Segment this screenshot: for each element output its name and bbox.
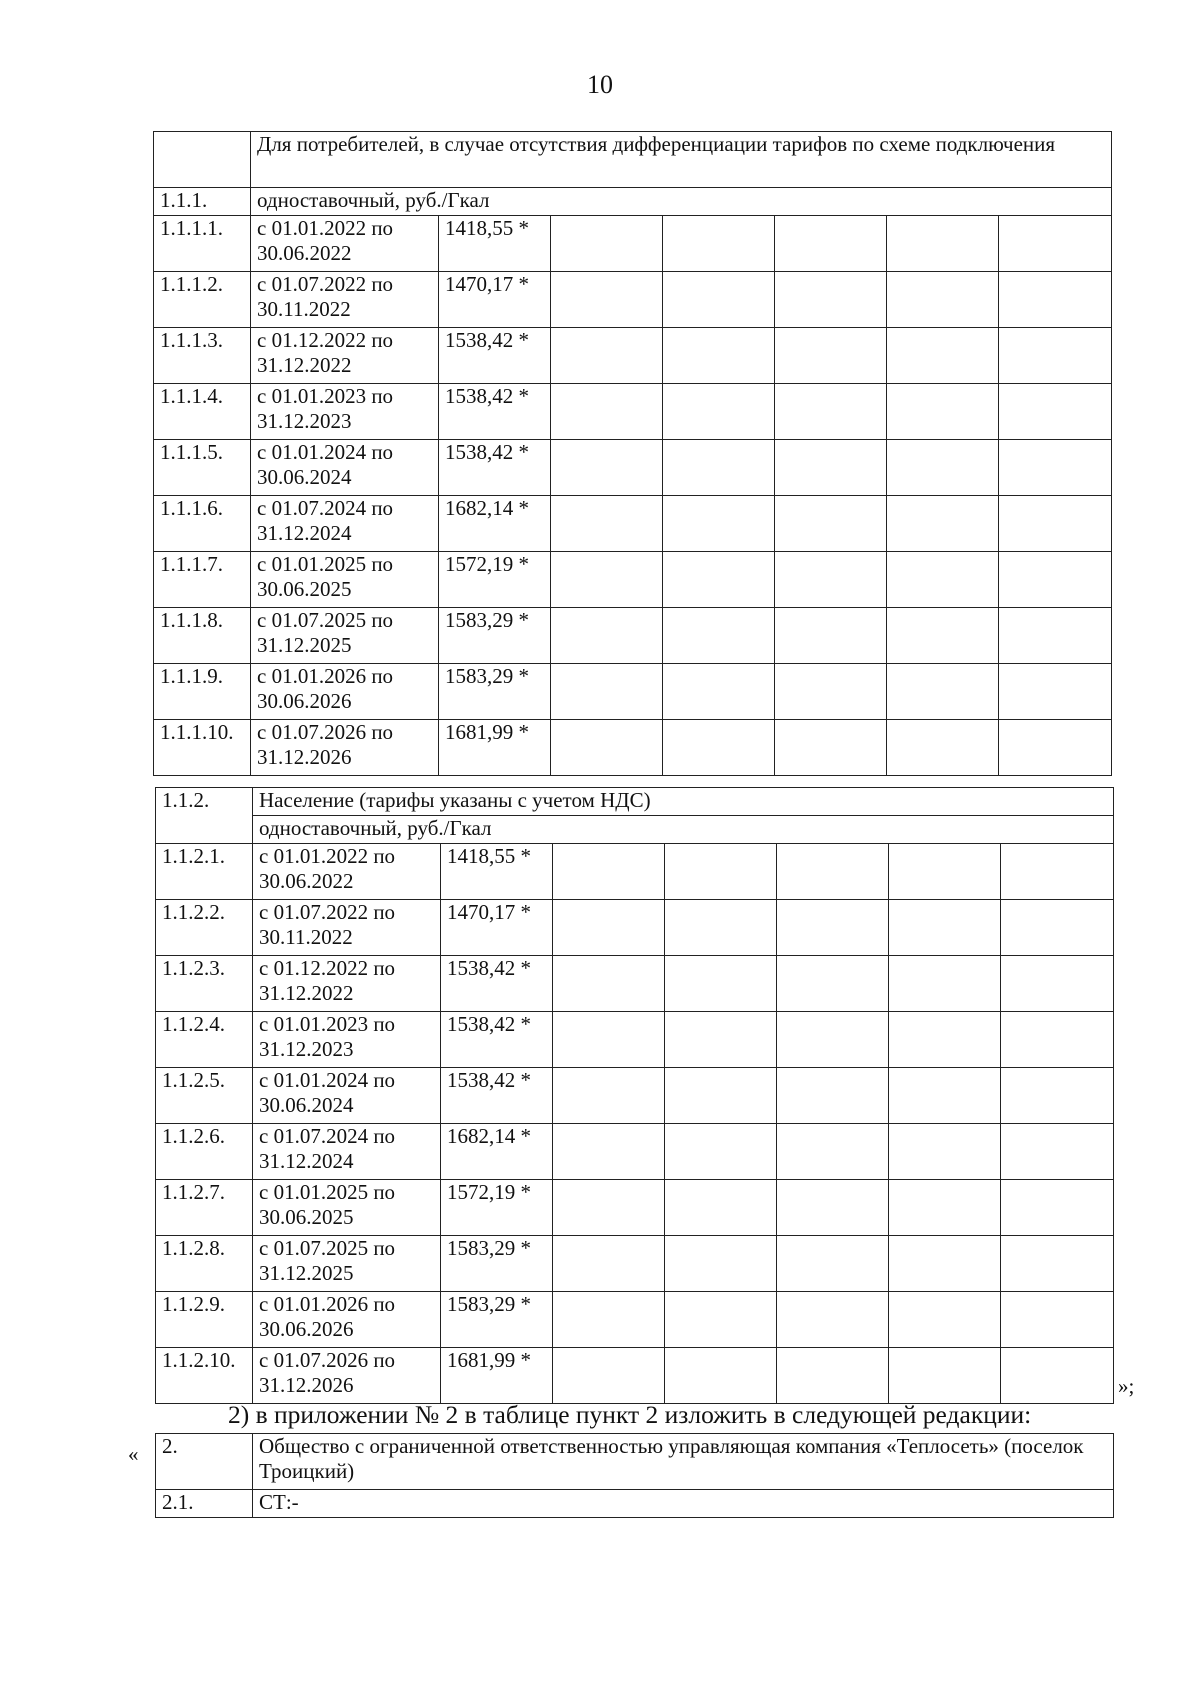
system-label: СТ:- (253, 1490, 1114, 1518)
empty-cell (777, 1292, 889, 1348)
row-number: 1.1.1.9. (154, 664, 251, 720)
empty-cell (999, 608, 1112, 664)
period-cell (251, 496, 439, 552)
tariff-value: 1583,29 * (441, 1236, 553, 1292)
period-to: 30.06.2022 (259, 868, 354, 893)
row-number: 1.1.2.5. (156, 1068, 253, 1124)
row-number: 1.1.1.8. (154, 608, 251, 664)
period-cell (253, 1012, 441, 1068)
closing-quote: »; (1118, 1374, 1135, 1398)
empty-cell (889, 1292, 1001, 1348)
row-number: 1.1.2.1. (156, 844, 253, 900)
table-row (156, 1236, 1114, 1292)
empty-cell (889, 1180, 1001, 1236)
table-row (154, 328, 1112, 384)
period-from: с 01.07.2022 по (259, 900, 396, 924)
period-from: с 01.01.2023 по (259, 1012, 396, 1036)
empty-cell (889, 844, 1001, 900)
empty-cell (775, 384, 887, 440)
empty-cell (1001, 1180, 1114, 1236)
table-row (154, 272, 1112, 328)
empty-cell (665, 1068, 777, 1124)
period-cell (253, 956, 441, 1012)
empty-cell (551, 552, 663, 608)
period-cell (253, 1236, 441, 1292)
tariff-value: 1418,55 * (441, 844, 553, 900)
empty-cell (1001, 1012, 1114, 1068)
empty-cell (551, 440, 663, 496)
tariff-value: 1470,17 * (439, 272, 551, 328)
period-from: с 01.01.2023 по (257, 384, 394, 408)
empty-cell (553, 956, 665, 1012)
empty-cell (154, 132, 251, 188)
empty-cell (775, 664, 887, 720)
empty-cell (663, 328, 775, 384)
empty-cell (999, 496, 1112, 552)
empty-cell (999, 440, 1112, 496)
period-to: 31.12.2026 (257, 744, 352, 769)
empty-cell (551, 608, 663, 664)
empty-cell (999, 720, 1112, 776)
period-cell (251, 440, 439, 496)
row-number: 1.1.2.9. (156, 1292, 253, 1348)
period-cell (251, 216, 439, 272)
empty-cell (777, 1236, 889, 1292)
period-from: с 01.07.2024 по (257, 496, 394, 520)
empty-cell (777, 844, 889, 900)
empty-cell (777, 956, 889, 1012)
tariff-value: 1418,55 * (439, 216, 551, 272)
tariff-value: 1682,14 * (441, 1124, 553, 1180)
period-to: 30.11.2022 (259, 924, 353, 949)
sub-label: одноставочный, руб./Гкал (253, 816, 1114, 844)
empty-cell (889, 1124, 1001, 1180)
instruction-text: 2) в приложении № 2 в таблице пункт 2 изложить в следующей редакции: (228, 1400, 1032, 1429)
empty-cell (665, 844, 777, 900)
period-to: 30.06.2025 (257, 576, 352, 601)
empty-cell (889, 900, 1001, 956)
period-from: с 01.07.2024 по (259, 1124, 396, 1148)
empty-cell (663, 552, 775, 608)
empty-cell (551, 664, 663, 720)
empty-cell (775, 608, 887, 664)
row-number: 1.1.1.5. (154, 440, 251, 496)
tariff-value: 1681,99 * (439, 720, 551, 776)
row-number: 1.1.1.1. (154, 216, 251, 272)
empty-cell (887, 272, 999, 328)
period-to: 30.06.2025 (259, 1204, 354, 1229)
table-row (154, 216, 1112, 272)
period-to: 31.12.2023 (257, 408, 352, 433)
empty-cell (887, 552, 999, 608)
period-cell (251, 720, 439, 776)
empty-cell (665, 1124, 777, 1180)
row-number: 1.1.1.2. (154, 272, 251, 328)
period-cell (253, 1348, 441, 1404)
empty-cell (775, 496, 887, 552)
period-to: 30.06.2026 (259, 1316, 354, 1341)
empty-cell (665, 900, 777, 956)
period-to: 31.12.2022 (259, 980, 354, 1005)
period-to: 30.06.2022 (257, 240, 352, 265)
empty-cell (887, 440, 999, 496)
empty-cell (553, 1236, 665, 1292)
period-to: 30.06.2026 (257, 688, 352, 713)
sub-number: 1.1.1. (154, 188, 251, 216)
organization-name: Общество с ограниченной ответственностью управляющая компания «Теплосеть» (поселок Троицкий) (253, 1434, 1114, 1490)
period-from: с 01.12.2022 по (257, 328, 394, 352)
empty-cell (775, 216, 887, 272)
empty-cell (551, 328, 663, 384)
period-to: 31.12.2025 (259, 1260, 354, 1285)
empty-cell (999, 272, 1112, 328)
period-cell (253, 900, 441, 956)
empty-cell (889, 956, 1001, 1012)
tariff-table-section-2 (155, 787, 1114, 1404)
period-to: 31.12.2025 (257, 632, 352, 657)
empty-cell (551, 720, 663, 776)
table-row (156, 1012, 1114, 1068)
empty-cell (999, 384, 1112, 440)
tariff-value: 1470,17 * (441, 900, 553, 956)
empty-cell (663, 216, 775, 272)
period-from: с 01.01.2025 по (257, 552, 394, 576)
row-number: 1.1.1.3. (154, 328, 251, 384)
empty-cell (665, 1348, 777, 1404)
empty-cell (553, 1180, 665, 1236)
empty-cell (553, 1012, 665, 1068)
row-number: 1.1.2.2. (156, 900, 253, 956)
row-number: 1.1.2.8. (156, 1236, 253, 1292)
empty-cell (775, 440, 887, 496)
row-number: 1.1.1.6. (154, 496, 251, 552)
empty-cell (553, 900, 665, 956)
table-row (156, 956, 1114, 1012)
empty-cell (889, 1012, 1001, 1068)
table-row (156, 1124, 1114, 1180)
tariff-value: 1583,29 * (439, 664, 551, 720)
period-to: 31.12.2024 (257, 520, 352, 545)
table-row (156, 1348, 1114, 1404)
empty-cell (775, 552, 887, 608)
empty-cell (889, 1348, 1001, 1404)
opening-quote: « (128, 1442, 139, 1466)
table-row (156, 1180, 1114, 1236)
tariff-value: 1572,19 * (439, 552, 551, 608)
empty-cell (663, 664, 775, 720)
table-row (156, 900, 1114, 956)
table-row (156, 844, 1114, 900)
period-to: 31.12.2023 (259, 1036, 354, 1061)
empty-cell (889, 1068, 1001, 1124)
empty-cell (777, 1068, 889, 1124)
empty-cell (887, 664, 999, 720)
empty-cell (663, 496, 775, 552)
tariff-value: 1583,29 * (441, 1292, 553, 1348)
period-to: 30.06.2024 (259, 1092, 354, 1117)
period-cell (253, 1180, 441, 1236)
empty-cell (999, 552, 1112, 608)
row-number: 1.1.1.7. (154, 552, 251, 608)
tariff-value: 1538,42 * (439, 328, 551, 384)
period-to: 30.06.2024 (257, 464, 352, 489)
empty-cell (551, 216, 663, 272)
row-number: 1.1.1.4. (154, 384, 251, 440)
empty-cell (777, 1012, 889, 1068)
period-from: с 01.01.2025 по (259, 1180, 396, 1204)
empty-cell (553, 1124, 665, 1180)
table-row (154, 720, 1112, 776)
table-row (156, 1292, 1114, 1348)
period-cell (251, 552, 439, 608)
tariff-value: 1682,14 * (439, 496, 551, 552)
empty-cell (889, 1236, 1001, 1292)
empty-cell (665, 956, 777, 1012)
table-row (156, 1068, 1114, 1124)
period-to: 31.12.2024 (259, 1148, 354, 1173)
tariff-table-section-1 (153, 131, 1112, 776)
period-from: с 01.07.2026 по (257, 720, 394, 744)
empty-cell (663, 384, 775, 440)
section-header: Население (тарифы указаны с учетом НДС) (253, 788, 1114, 816)
table-row (154, 608, 1112, 664)
empty-cell (1001, 900, 1114, 956)
period-cell (253, 1292, 441, 1348)
row-number: 1.1.2.7. (156, 1180, 253, 1236)
period-from: с 01.01.2024 по (257, 440, 394, 464)
empty-cell (1001, 1348, 1114, 1404)
empty-cell (777, 900, 889, 956)
row-number: 2. (156, 1434, 253, 1490)
empty-cell (553, 844, 665, 900)
tariff-value: 1572,19 * (441, 1180, 553, 1236)
empty-cell (775, 272, 887, 328)
empty-cell (999, 664, 1112, 720)
empty-cell (665, 1236, 777, 1292)
row-number: 2.1. (156, 1490, 253, 1518)
period-from: с 01.01.2024 по (259, 1068, 396, 1092)
period-to: 31.12.2022 (257, 352, 352, 377)
empty-cell (887, 608, 999, 664)
empty-cell (663, 272, 775, 328)
table-row (154, 384, 1112, 440)
empty-cell (553, 1348, 665, 1404)
row-number: 1.1.2.3. (156, 956, 253, 1012)
section-number: 1.1.2. (156, 788, 253, 844)
tariff-value: 1538,42 * (441, 1068, 553, 1124)
tariff-value: 1538,42 * (441, 956, 553, 1012)
empty-cell (887, 328, 999, 384)
tariff-value: 1681,99 * (441, 1348, 553, 1404)
empty-cell (999, 328, 1112, 384)
tariff-value: 1538,42 * (439, 384, 551, 440)
empty-cell (777, 1124, 889, 1180)
empty-cell (777, 1348, 889, 1404)
empty-cell (665, 1012, 777, 1068)
period-from: с 01.07.2025 по (257, 608, 394, 632)
tariff-value: 1583,29 * (439, 608, 551, 664)
period-cell (253, 1124, 441, 1180)
period-from: с 01.01.2026 по (257, 664, 394, 688)
section-header: Для потребителей, в случае отсутствия дифференциации тарифов по схеме подключения (251, 132, 1112, 188)
empty-cell (663, 720, 775, 776)
table-row (154, 552, 1112, 608)
empty-cell (777, 1180, 889, 1236)
empty-cell (1001, 1292, 1114, 1348)
period-from: с 01.07.2025 по (259, 1236, 396, 1260)
tariff-value: 1538,42 * (441, 1012, 553, 1068)
period-from: с 01.01.2022 по (259, 844, 396, 868)
period-from: с 01.07.2022 по (257, 272, 394, 296)
empty-cell (665, 1292, 777, 1348)
empty-cell (1001, 1236, 1114, 1292)
empty-cell (887, 720, 999, 776)
empty-cell (1001, 1124, 1114, 1180)
period-from: с 01.01.2022 по (257, 216, 394, 240)
period-cell (251, 272, 439, 328)
empty-cell (553, 1068, 665, 1124)
page-number: 10 (587, 70, 613, 99)
empty-cell (551, 272, 663, 328)
row-number: 1.1.2.10. (156, 1348, 253, 1404)
period-cell (251, 608, 439, 664)
empty-cell (1001, 844, 1114, 900)
appendix-2-table (155, 1433, 1114, 1518)
period-from: с 01.12.2022 по (259, 956, 396, 980)
empty-cell (551, 384, 663, 440)
period-from: с 01.01.2026 по (259, 1292, 396, 1316)
period-to: 31.12.2026 (259, 1372, 354, 1397)
empty-cell (775, 328, 887, 384)
table-row (154, 664, 1112, 720)
empty-cell (551, 496, 663, 552)
empty-cell (887, 384, 999, 440)
period-from: с 01.07.2026 по (259, 1348, 396, 1372)
sub-label: одноставочный, руб./Гкал (251, 188, 1112, 216)
table-row (154, 496, 1112, 552)
empty-cell (775, 720, 887, 776)
empty-cell (663, 440, 775, 496)
row-number: 1.1.1.10. (154, 720, 251, 776)
period-cell (253, 844, 441, 900)
empty-cell (663, 608, 775, 664)
period-cell (251, 384, 439, 440)
empty-cell (999, 216, 1112, 272)
empty-cell (1001, 956, 1114, 1012)
period-to: 30.11.2022 (257, 296, 351, 321)
row-number: 1.1.2.4. (156, 1012, 253, 1068)
empty-cell (887, 496, 999, 552)
table-row (154, 440, 1112, 496)
empty-cell (887, 216, 999, 272)
empty-cell (553, 1292, 665, 1348)
period-cell (251, 664, 439, 720)
empty-cell (665, 1180, 777, 1236)
row-number: 1.1.2.6. (156, 1124, 253, 1180)
period-cell (253, 1068, 441, 1124)
tariff-value: 1538,42 * (439, 440, 551, 496)
empty-cell (1001, 1068, 1114, 1124)
period-cell (251, 328, 439, 384)
